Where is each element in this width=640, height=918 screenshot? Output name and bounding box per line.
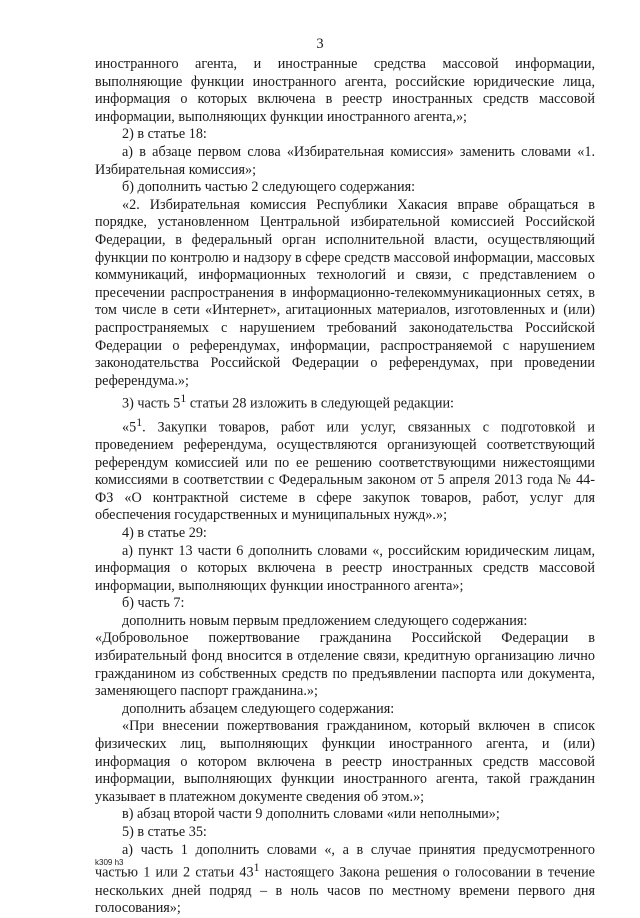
paragraph-item-3 [95,390,595,413]
text-run: а) часть 1 дополнить словами «, а в случае принятия предусмотренного частью 1 или 2 статьи 43 [95,841,595,881]
paragraph-quote-part-2: «2. Избирательная комиссия Республики Хакасия вправе обращаться в порядке, установленном Центральной избирательной комиссией Российской Федерации, в федеральный орган исполнительной власти, осуществляющий функции по контролю и надзору в сфере средств массовой информации, массовых коммуникаций, информационных технологий и связи, с представлением о пресечении распространения в информационно-телекоммуникационных сетях, в том числе в сети «Интернет», агитационных материалов, изготовленных и (или) распространяемых с нарушением требований законодательства Российской Федерации о референдумах, информации, распространяемой с нарушением законодательства Российской Федерации о референдумах, при проведении референдума.»; [95,196,595,389]
paragraph-item-2a: а) в абзаце первом слова «Избирательная комиссия» заменить словами «1. Избирательная комиссия»; [95,143,595,178]
paragraph-quote-foreign-agent: «При внесении пожертвования гражданином, который включен в список физических лиц, выполняющих функции иностранного агента, и (или) информация о котором включена в реестр иностранных средств массовой информации, выполняющих функции иностранного агента, такой гражданин указывает в платежном документе сведения об этом.»; [95,718,595,805]
paragraph-add-abzac: дополнить абзацем следующего содержания: [122,700,395,717]
text-run: статьи 28 изложить в следующей редакции: [186,396,454,413]
paragraph-item-2b: б) дополнить частью 2 следующего содержания: [122,179,416,196]
paragraph-item-2: 2) в статье 18: [122,126,207,143]
paragraph-item-4b: б) часть 7: [122,595,185,612]
document-body [95,56,595,918]
paragraph-quote-part-5-1 [95,414,595,525]
paragraph-item-4: 4) в статье 29: [122,524,207,541]
paragraph-continuation: иностранного агента, и иностранные средства массовой информации, выполняющие функции иностранного агента, российские юридические лица, информация о которых включена в реестр иностранных средств массовой информации, выполняющих функции иностранного агента,»; [95,56,595,125]
paragraph-item-5a [95,842,595,918]
text-run: «5 [122,419,137,436]
footer-code: k309 h3 [95,858,124,867]
paragraph-quote-donation: «Добровольное пожертвование гражданина Российской Федерации в избирательный фонд вносится в отделение связи, кредитную организацию лично гражданином из собственных средств по предъявлении паспорта или документа, заменяющего паспорт гражданина.»; [95,630,595,700]
paragraph-item-4a: а) пункт 13 части 6 дополнить словами «, российским юридическим лицам, информация о которых включена в реестр иностранных средств массовой информации, выполняющих функции иностранного агента»; [95,542,595,594]
superscript: 1 [180,391,187,406]
paragraph-item-4v: в) абзац второй части 9 дополнить словами «или неполными»; [122,806,500,823]
page-number: 3 [316,36,324,52]
text-run: . Закупки товаров, работ или услуг, связанных с подготовкой и проведением референдума, осуществляются организующей соответствующий референдум комиссией или по ее решению соответствующими нижестоящими комиссиями в соответствии с Федеральным законом от 5 апреля 2013 года № 44-ФЗ «О контрактной системе в сфере закупок товаров, работ, услуг для обеспечения государственных и муниципальных нужд».»; [95,419,595,524]
superscript: 1 [136,414,143,429]
text-run: 3) часть 5 [122,396,181,413]
paragraph-item-5: 5) в статье 35: [122,824,207,840]
paragraph-add-sentence: дополнить новым первым предложением следующего содержания: [122,612,528,629]
text-run: настоящего Закона решения о голосовании в течение нескольких дней подряд – в ноль часов по местному времени первого дня голосования»; [95,864,595,917]
superscript: 1 [253,860,260,875]
